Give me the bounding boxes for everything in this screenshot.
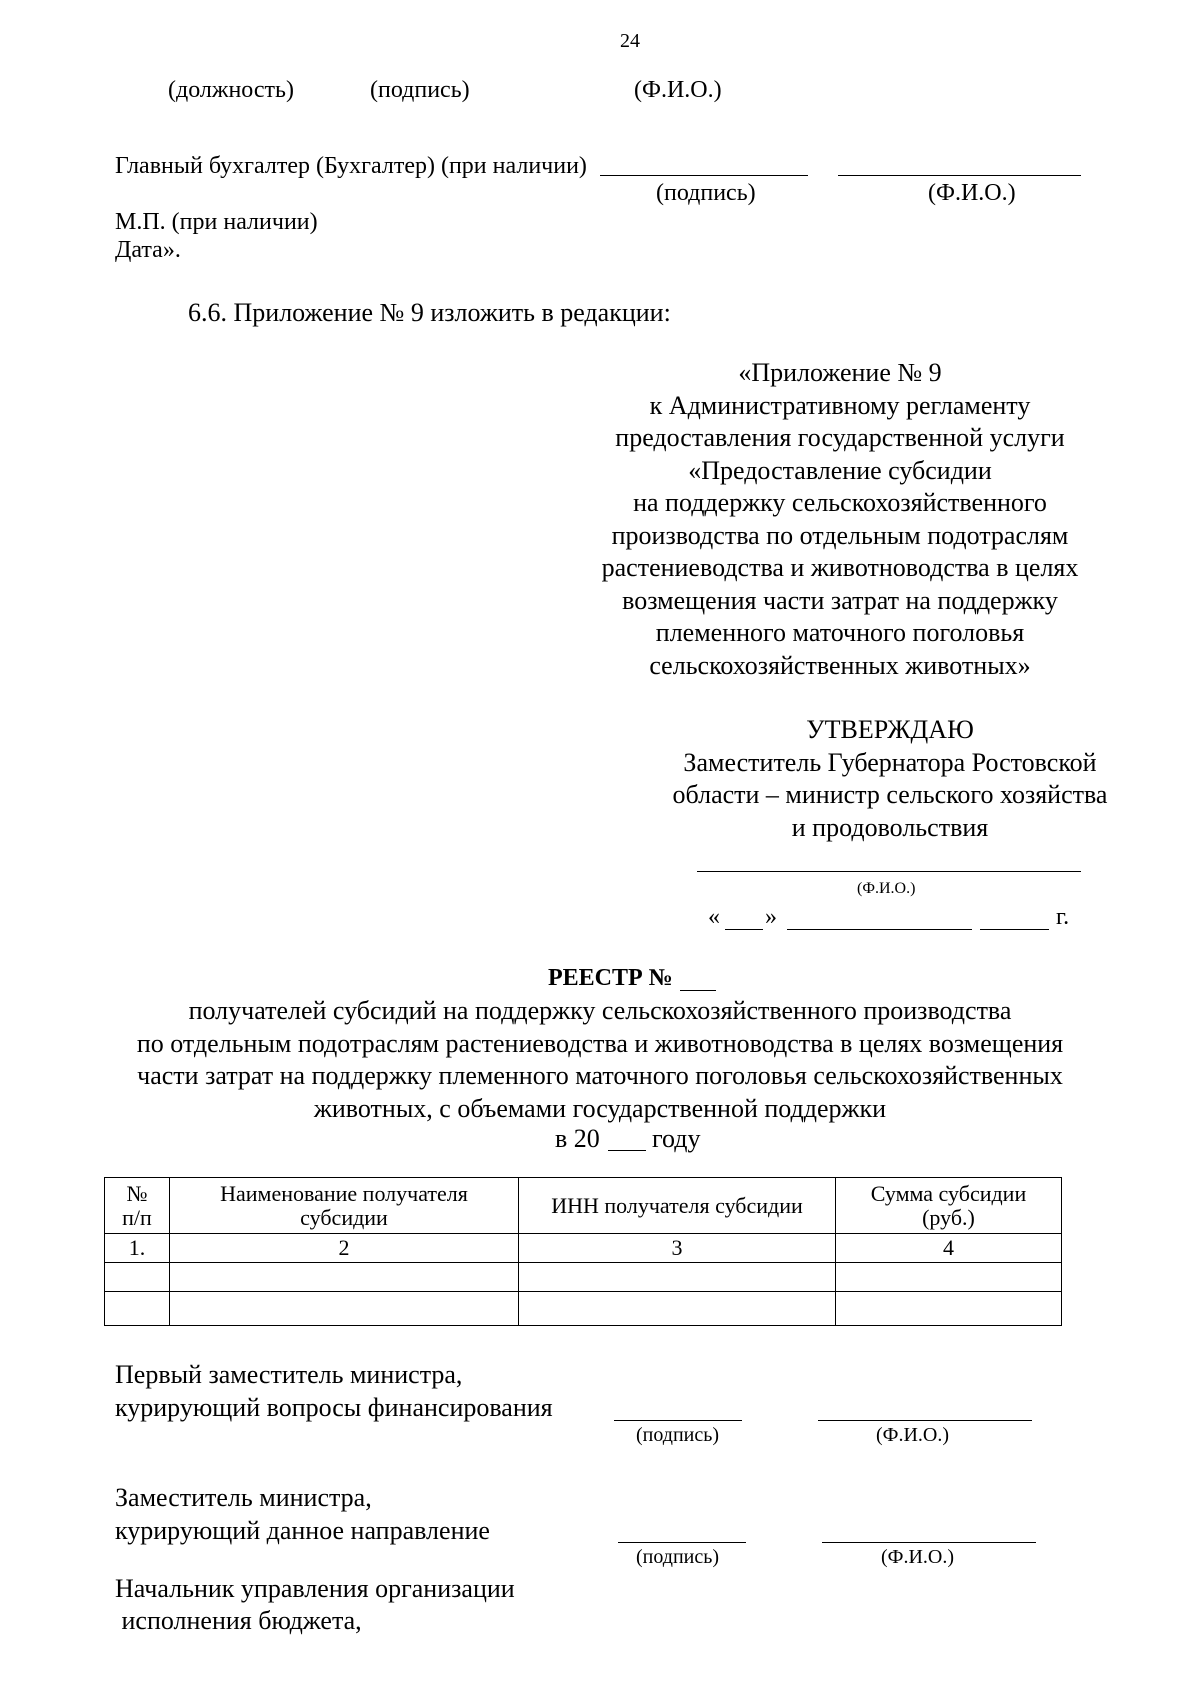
table-row — [105, 1263, 1062, 1292]
table-row — [105, 1292, 1062, 1326]
appendix-header-line: к Административному регламенту — [649, 390, 1031, 420]
signatory-1-line1: Первый заместитель министра, — [115, 1360, 463, 1389]
fio-caption: (Ф.И.О.) — [634, 77, 722, 103]
registry-year-prefix: в 20 — [555, 1124, 600, 1153]
table-cell — [519, 1292, 836, 1326]
appendix-header-line: возмещения части затрат на поддержку — [622, 585, 1058, 615]
appendix-header-line: предоставления государственной услуги — [615, 423, 1065, 452]
header-inn-line1: ИНН получателя субсидии — [551, 1192, 803, 1218]
header-number — [105, 1178, 170, 1234]
signatory-1-signature-caption: (подпись) — [636, 1424, 720, 1446]
signatory-2-signature-line — [618, 1542, 746, 1543]
approval-year-suffix: г. — [1056, 904, 1070, 930]
header-name — [170, 1178, 519, 1234]
header-name-line1: Наименование получателя — [220, 1180, 468, 1206]
appendix-header-line: племенного маточного поголовья — [655, 618, 1025, 647]
signatory-1-signature-line — [614, 1420, 742, 1421]
header-number-line2: п/п — [122, 1204, 152, 1230]
page-number: 24 — [620, 30, 640, 52]
appendix-header-line: на поддержку сельскохозяйственного — [633, 488, 1047, 517]
header-name-line2: субсидии — [300, 1204, 388, 1230]
signatory-1-fio-caption: (Ф.И.О.) — [876, 1424, 950, 1446]
appendix-header-line: сельскохозяйственных животных» — [649, 650, 1031, 680]
date-label: Дата». — [115, 237, 181, 263]
chief-accountant-signature-line — [600, 175, 808, 176]
appendix-header-line: производства по отдельным подотраслям — [611, 520, 1069, 550]
approval-line: и продовольствия — [791, 812, 989, 842]
signatory-2-fio-line — [822, 1542, 1036, 1543]
signatory-3-line2: исполнения бюджета, — [115, 1606, 362, 1635]
appendix-header-line: растениеводства и животноводства в целях — [601, 553, 1079, 582]
registry-title: РЕЕСТР № — [548, 965, 673, 991]
chief-accountant-fio-caption: (Ф.И.О.) — [928, 180, 1016, 206]
signatory-2-signature-caption: (подпись) — [636, 1546, 720, 1568]
registry-table — [104, 1177, 1062, 1326]
registry-subtitle-line: животных, с объемами государственной поддержки — [313, 1093, 887, 1123]
table-cell — [836, 1292, 1062, 1326]
header-number-line1: № — [126, 1180, 148, 1206]
header-inn — [519, 1178, 836, 1234]
registry-subtitle-line: по отдельным подотраслям растениеводства и животноводства в целях возмещения — [136, 1028, 1064, 1058]
registry-subtitle — [100, 995, 1100, 1125]
signatory-3-line1: Начальник управления организации — [115, 1574, 515, 1603]
chief-accountant-fio-line — [838, 175, 1081, 176]
table-cell — [105, 1292, 170, 1326]
approval-fio-line — [697, 871, 1081, 872]
approval-line: Заместитель Губернатора Ростовской — [683, 747, 1097, 777]
registry-year-line — [608, 1150, 646, 1151]
table-cell — [519, 1263, 836, 1292]
numbering-cell: 4 — [836, 1234, 1062, 1263]
approval-date-close-quote: » — [765, 904, 777, 930]
registry-subtitle-line: части затрат на поддержку племенного маточного поголовья сельскохозяйственных — [137, 1061, 1063, 1090]
chief-accountant-signature-caption: (подпись) — [656, 180, 756, 206]
header-amount-line1: Сумма субсидии — [870, 1180, 1027, 1206]
table-cell — [836, 1263, 1062, 1292]
registry-year-suffix: году — [652, 1124, 701, 1153]
approval-month-line — [787, 929, 972, 930]
signatory-1-fio-line — [818, 1420, 1032, 1421]
seal-label: М.П. (при наличии) — [115, 209, 318, 235]
clause-text: 6.6. Приложение № 9 изложить в редакции: — [188, 298, 671, 327]
signatory-2-line2: курирующий данное направление — [115, 1516, 490, 1545]
numbering-cell: 2 — [170, 1234, 519, 1263]
position-caption: (должность) — [168, 77, 294, 103]
appendix-header — [590, 357, 1090, 682]
header-amount-line2: (руб.) — [922, 1204, 975, 1230]
approval-block — [640, 714, 1140, 844]
appendix-header-line: «Приложение № 9 — [738, 358, 942, 387]
numbering-cell: 3 — [519, 1234, 836, 1263]
signatory-2-line1: Заместитель министра, — [115, 1483, 372, 1512]
registry-subtitle-line: получателей субсидий на поддержку сельскохозяйственного производства — [188, 996, 1012, 1025]
chief-accountant-label: Главный бухгалтер (Бухгалтер) (при наличии) — [115, 153, 587, 179]
signature-caption: (подпись) — [370, 77, 470, 103]
registry-number-line — [680, 990, 716, 991]
approval-day-line — [725, 929, 763, 930]
approval-line: области – министр сельского хозяйства — [672, 780, 1108, 809]
table-cell — [170, 1263, 519, 1292]
table-numbering-row — [105, 1234, 1062, 1263]
approval-fio-caption: (Ф.И.О.) — [857, 880, 916, 897]
table-cell — [170, 1292, 519, 1326]
signatory-1-line2: курирующий вопросы финансирования — [115, 1393, 553, 1422]
numbering-cell: 1. — [105, 1234, 170, 1263]
approval-title: УТВЕРЖДАЮ — [806, 715, 974, 744]
header-amount — [836, 1178, 1062, 1234]
approval-year-line — [980, 929, 1049, 930]
signatory-2-fio-caption: (Ф.И.О.) — [881, 1546, 955, 1568]
table-header-row — [105, 1178, 1062, 1234]
appendix-header-line: «Предоставление субсидии — [688, 455, 992, 485]
table-cell — [105, 1263, 170, 1292]
approval-date-open-quote: « — [708, 904, 720, 930]
